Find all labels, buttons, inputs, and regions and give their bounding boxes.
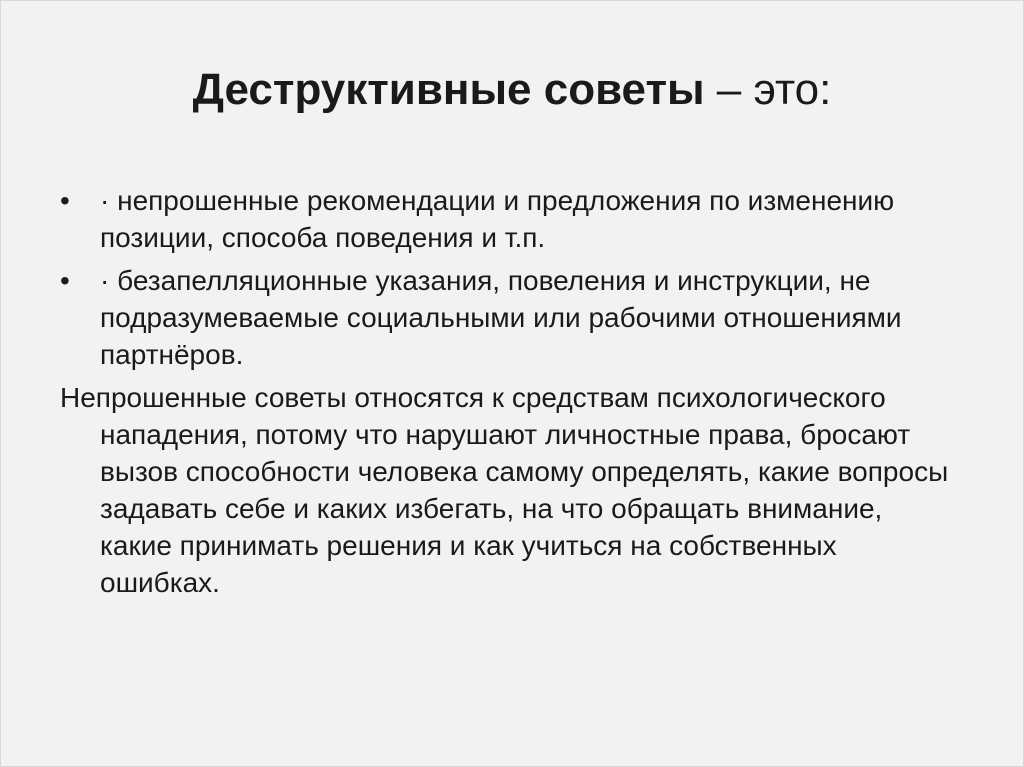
bullet-item-2 <box>60 262 960 373</box>
bullet-mark-icon: • <box>60 185 70 216</box>
bullet-text-1: · непрошенные рекомендации и предложения по изменению позиции, способа поведения и т.п. <box>100 185 895 253</box>
bullet-item-1 <box>60 182 960 256</box>
bullet-mark-icon: • <box>60 265 70 296</box>
slide-title <box>0 62 1024 118</box>
slide-title-rest: – это: <box>704 65 832 114</box>
body-paragraph: Непрошенные советы относятся к средствам психологического нападения, потому что нарушают личностные права, бросают вызов способности человека самому определять, какие вопросы задавать себе и каких избегать, на что обращать внимание, какие принимать решения и как учиться на собственных ошибках. <box>60 382 949 598</box>
bullet-text-2: · безапелляционные указания, повеления и инструкции, не подразумеваемые социальными или рабочими отношениями партнёров. <box>100 265 902 370</box>
slide-title-bold: Деструктивные советы <box>192 65 705 114</box>
bullet-list <box>60 182 960 373</box>
slide-content <box>60 182 960 601</box>
